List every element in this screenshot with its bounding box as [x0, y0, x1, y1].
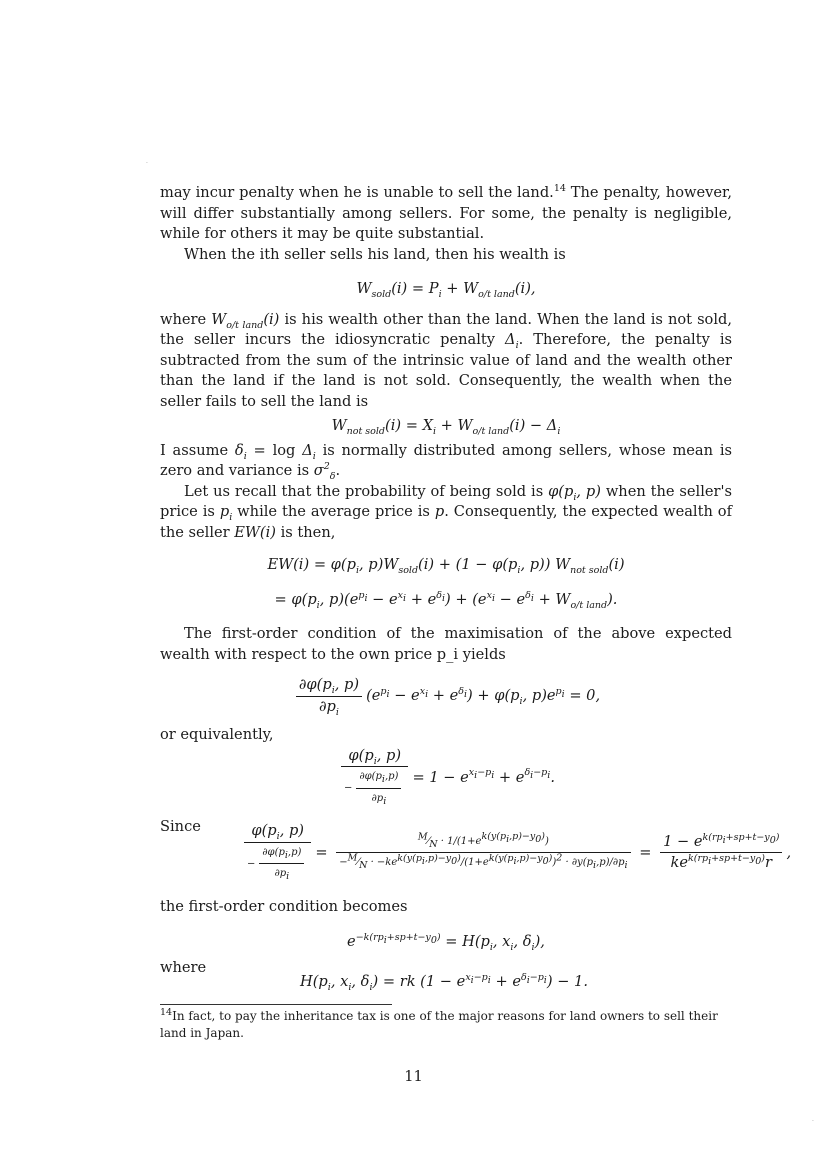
footnote: [160, 1008, 740, 1042]
paragraph-assume: I assume $\delta_i = \log \Delta_i$ is normally distributed among sellers, whose mean is zero and variance is $\sigma^2_\delta$.: [160, 441, 732, 482]
scan-dot: ·: [812, 1118, 814, 1125]
equation-wealth-not-sold: $W_{not sold}(i) = X_i + W_{o/t land}(i) - \Delta_i$: [331, 417, 561, 437]
footnote-rule: [160, 1004, 392, 1005]
eq-sold-display: $W_{sold}(i) = P_i + W_{o/t land}(i)$,: [356, 280, 536, 300]
footnote-number: 14: [160, 1007, 173, 1018]
label-equivalently: or equivalently,: [160, 726, 274, 743]
para1-rest: The penalty, however, will differ substantially among sellers. For some, the penalty is negligible, while for others it may be quite substantial.: [160, 184, 732, 242]
footnote-ref: 14: [553, 183, 566, 195]
equation-expected-wealth-2: = $\varphi(p_i$, $p)(e^{p_i} - e^{x_i} + e^{\delta_i}) + (e^{x_i} - e^{\delta_i} + W_{o/t land})$.: [274, 589, 618, 611]
label-foc-becomes: the first-order condition becomes: [160, 898, 408, 915]
equation-where-block: [160, 958, 732, 1002]
equation-becomes: $e^{-k(rp_i+sp+t-y_0)} = H(p_i$, $x_i$, $\delta_i$),: [347, 931, 545, 953]
scan-dot: ·: [146, 160, 148, 167]
paragraph-penalty: [160, 183, 732, 245]
paragraph-not-sold: where $W_{o/t land}(i)$ is his wealth other than the land. When the land is not sold, the seller incurs the idiosyncratic penalty $\Delta_i$. Therefore, the penalty is subtracted from the sum of the intrinsic value of land and the wealth other than the land if the land is not sold. Consequently, the wealth when the seller fails to sell the land is: [160, 310, 732, 410]
equation-foc: $\frac{\partial\varphi(p_i, p)}{\partial p_i}$ $(e^{p_i} - e^{x_i} + e^{\delta_i}) + \varphi(p_i$, $p)e^{p_i} = 0$,: [160, 675, 732, 717]
paragraph-first-order: The first-order condition of the maximisation of the above expected wealth with respect to the own price p_i yields: [160, 625, 732, 663]
para1-text: may incur penalty when he is unable to sell the land.: [160, 184, 554, 201]
equation-h: $H(p_i$, $x_i$, $\delta_i$) = rk $(1 - e^{x_i-p_i} + e^{\delta_i-p_i}) - 1$.: [300, 972, 588, 993]
equation-expected-wealth-1: $EW(i) = \varphi(p_i$, $p)W_{sold}(i) + (1 - \varphi(p_i$, p)) $W_{not sold}(i)$: [267, 556, 625, 576]
page-number: 11: [404, 1068, 423, 1085]
label-where: where: [160, 959, 207, 976]
equation-since-block: [160, 817, 792, 891]
equation-since: $\varphi(p_i$, p) − $\frac{\partial\varphi(p_i,p)}{\partial p_i}$ = $\frac{^M⁄_N \cdot 1/(1+e^{k(y(p_i,p)-y_0)})}{-^M⁄_N \cdot -ke^{k(y(p_i,p)-y_0)}/(1+e^{k(y(p_i,p)-y_0)})^2 \cdot \partial y(p_i,p)/\partial p_i}$ = $\frac{1 - e^{k(rp_i+sp+t-y_0)}}{ke^{k(rp_i+sp+t-y_0)}r}$ ,: [240, 821, 791, 885]
paragraph-recall: Let us recall that the probability of being sold is $\varphi(p_i$, p) when the seller's price is $p_i$ while the average price is p. Consequently, the expected wealth of the seller EW(i) is then,: [160, 482, 732, 541]
equation-equivalent: $\varphi(p_i$, p) − $\frac{\partial\varphi(p_i,p)}{\partial p_i}$ = $1 - e^{x_i-p_i} + e^{\delta_i-p_i}$.: [160, 746, 732, 810]
equation-wealth-sold: [160, 279, 732, 300]
footnote-text: In fact, to pay the inheritance tax is one of the major reasons for land owners to sell their land in Japan.: [160, 1009, 718, 1040]
paragraph-sells: When the ith seller sells his land, then his wealth is: [184, 245, 566, 263]
main-text-column: [160, 183, 792, 1002]
label-since: Since: [160, 818, 201, 835]
